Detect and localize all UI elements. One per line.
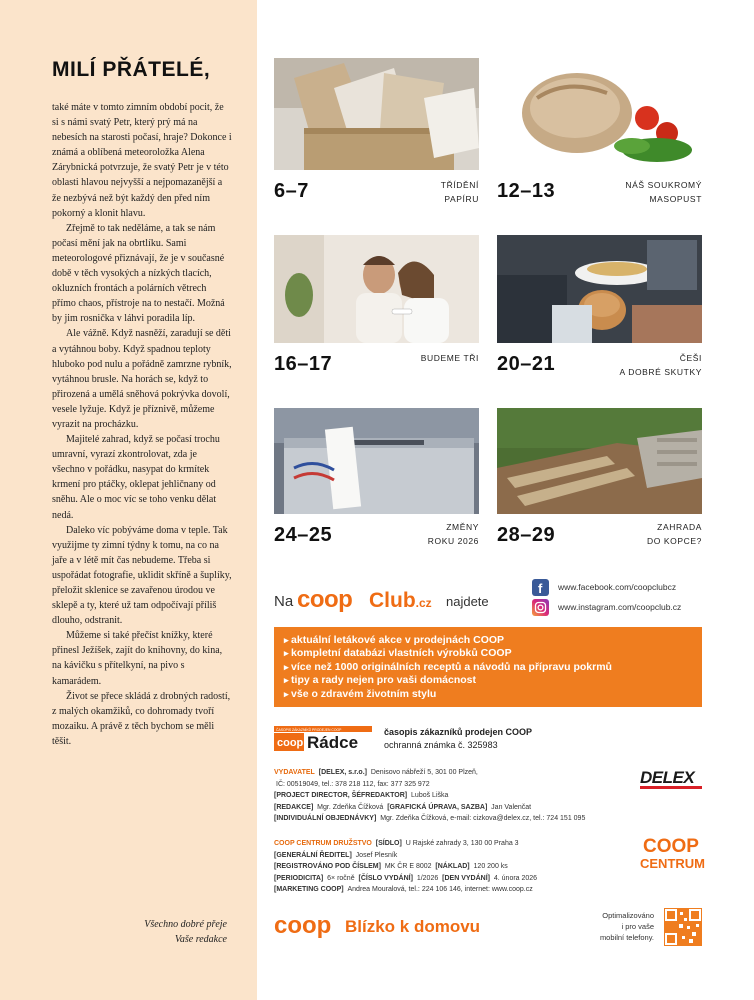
paper-recycling-photo [274, 58, 479, 170]
qr-code[interactable] [664, 908, 702, 946]
project-name: Luboš Liška [411, 792, 449, 800]
delex-logo [640, 768, 702, 789]
social-suffix: najdete [446, 594, 489, 609]
editorial-paragraph: Život se přece skládá z drobných radostí, z malých okamžiků, co dohromady tvoří mozaiku. A právě z těch bychom se měli těšit. [52, 690, 231, 747]
instagram-icon [532, 599, 549, 616]
sloped-garden-photo [497, 408, 702, 514]
delex-logo-text: DELEX [640, 768, 695, 787]
marketing-label: [MARKETING COOP] [274, 886, 344, 894]
graphic-name: Jan Valenčat [491, 803, 532, 811]
orders-label: [INDIVIDUÁLNÍ OBJEDNÁVKY] [274, 815, 377, 823]
feature-item: ▸ aktuální letákové akce v prodejnách COOP [284, 634, 702, 647]
radce-logo-coop: coop [277, 737, 304, 749]
club-logo [369, 589, 432, 613]
period-label: [PERIODICITA] [274, 874, 324, 882]
seat-label: [SÍDLO] [375, 840, 402, 847]
contents-pages: 6–7 [274, 180, 309, 202]
label-line: NÁŠ SOUKROMÝ [625, 180, 702, 190]
feature-item: ▸ více než 1000 originálních receptů a návodů na přípravu pokrmů [284, 661, 702, 674]
editorial-body [52, 100, 232, 749]
feature-item: ▸ kompletní databázi vlastních výrobků COOP [284, 647, 702, 660]
couple-pregnancy-test-photo [274, 235, 479, 343]
instagram-url[interactable]: www.instagram.com/coopclub.cz [558, 601, 682, 612]
food-charity-photo [497, 235, 702, 343]
contents-label [647, 520, 702, 548]
label-line: BUDEME TŘI [420, 353, 479, 363]
coop-centrum-line1: COOP [643, 836, 699, 857]
label-line: PAPÍRU [444, 194, 479, 204]
mobile-optimized-note [580, 910, 654, 943]
footer-coop-logo: coop [274, 912, 332, 939]
editorial-paragraph: Můžeme si také přečíst knížky, které přinesl Ježíšek, zajít do knihovny, do kina, na kávičku s přítelkyní, na pivo s kamarádem. [52, 630, 223, 687]
orders-text: Mgr. Zdeňka Čížková, e-mail: cizkova@delex.cz, tel.: 724 151 095 [380, 815, 586, 823]
contents-label [428, 520, 479, 548]
imprint-coop [274, 838, 537, 896]
circ-label: [NÁKLAD] [435, 863, 470, 871]
editorial-signature [144, 917, 227, 947]
editorial-paragraph: Majitelé zahrad, když se počasí trochu umravní, vyrazí zkontrolovat, zda je všechno v pořádku, nasypat do krmítek krmení pro ptáčky, oklepat jehličnany od sněhu. Ale o moc víc se toho venku dělat nedá. [52, 434, 220, 521]
meat-tomatoes-photo [497, 58, 702, 170]
feature-item: ▸ tipy a rady nejen pro vaši domácnost [284, 674, 702, 687]
contents-label [619, 351, 702, 379]
features-list [274, 627, 702, 701]
contents-pages: 20–21 [497, 353, 556, 375]
coop-centrum-logo [640, 836, 705, 872]
contents-pages: 24–25 [274, 524, 333, 546]
opt-line: i pro vaše [621, 922, 654, 931]
coop-logo: coop [297, 586, 353, 613]
radce-desc: časopis zákazníků prodejen COOP [384, 727, 533, 737]
label-line: ČEŠI [679, 353, 702, 363]
signature-line: Všechno dobré přeje [144, 919, 227, 930]
publisher-contact: IČ: 00519049, tel.: 378 218 112, fax: 377 325 972 [276, 780, 430, 788]
editor-name: Mgr. Zdeňka Čížková [317, 803, 384, 811]
publisher-label: VYDAVATEL [274, 769, 315, 776]
date: 4. února 2026 [493, 874, 538, 882]
publisher-address: Denisovo nábřeží 5, 301 00 Plzeň, [370, 769, 478, 776]
coop-label: COOP CENTRUM DRUŽSTVO [274, 840, 372, 847]
director-label: [GENERÁLNÍ ŘEDITEL] [274, 851, 352, 859]
radce-logo-name: Rádce [307, 733, 359, 752]
editorial-paragraph: Ale vážně. Když nasněží, zaradují se děti a vytáhnou boby. Když spadnou teploty hluboko pod nulu a pořádně zamrzne rybník, vytáhnou brusle. Na horách se, když to přirozená a umělá sněhová pokrývka dovolí, vesele lyžuje. Když je příznivě, můžeme vyrazit na procházku. [52, 328, 232, 430]
issue-label: [ČÍSLO VYDÁNÍ] [358, 874, 413, 882]
feature-item: ▸ vše o zdravém životním stylu [284, 688, 702, 701]
club-logo-text: Club [369, 589, 416, 612]
label-line: MASOPUST [649, 194, 702, 204]
period: 6× ročně [327, 874, 355, 882]
signature-line: Vaše redakce [174, 934, 227, 945]
label-line: A DOBRÉ SKUTKY [619, 367, 702, 377]
editorial-paragraph: také máte v tomto zimním období pocit, že si s námi svatý Petr, který prý má na nebesích na starosti počasí, hraje? Dokonce i známá a oblíbená meteoroložka Alena Zárybnická potvrzuje, že svatý Petr je v této oblasti hlavou nejvyšší a nejpomazanější a že nezbývá než být každý den před ním pokorný a klonit hlavu. [52, 102, 232, 219]
editorial-paragraph: Daleko víc pobýváme doma v teple. Tak využijme ty zimní týdny k tomu, na co na jaře a v létě mít čas nebudeme. Třeba si uspořádat fotografie, uklidit skříně a šuplíky, přeložit sklenice se zavařenou úrodou ve sklepě a ty, které už tam odpočívají příliš dlouho, odstranit. [52, 524, 232, 627]
contents-pages: 16–17 [274, 353, 333, 375]
ballot-box-photo [274, 408, 479, 514]
graphic-label: [GRAFICKÁ ÚPRAVA, SAZBA] [387, 803, 488, 811]
radce-description [384, 726, 532, 752]
opt-line: Optimalizováno [602, 911, 654, 920]
editorial-column [0, 0, 257, 1000]
contents-pages: 28–29 [497, 524, 556, 546]
reg-label: [REGISTROVÁNO POD ČÍSLEM] [274, 863, 381, 871]
reg: MK ČR E 8002 [384, 863, 432, 871]
editorial-paragraph: Zřejmě to tak neděláme, a tak se nám počasí mění jak na obrtlíku. Sami meteorologové přiznávají, že je v současné době v těch vysokých a nízkých tlacích, okluzních frontách a polárních větrech přímo chaos, přístroje na to nestačí. Možná by jim rosnička v láhvi poradila líp. [52, 222, 225, 325]
coop-centrum-line2: CENTRUM [640, 856, 705, 871]
label-line: DO KOPCE? [647, 536, 702, 546]
radce-logo [274, 726, 372, 752]
social-prefix: Na [274, 593, 294, 610]
features-box [274, 627, 702, 707]
opt-line: mobilní telefony. [599, 933, 654, 942]
contents-label [421, 351, 479, 365]
contents-label [441, 178, 479, 206]
director: Josef Plesník [355, 851, 398, 859]
radce-logo-small: ČASOPIS ZÁKAZNÍKŮ PRODEJEN COOP [276, 728, 342, 732]
svg-text:f: f [538, 581, 543, 596]
editor-label: [REDAKCE] [274, 803, 314, 811]
label-line: TŘÍDĚNÍ [440, 180, 479, 190]
imprint-publisher [274, 767, 585, 825]
date-label: [DEN VYDÁNÍ] [442, 874, 490, 882]
label-line: ZAHRADA [657, 522, 702, 532]
project-label: [PROJECT DIRECTOR, ŠÉFREDAKTOR] [274, 792, 408, 800]
marketing: Andrea Mouralová, tel.: 224 106 146, internet: www.coop.cz [347, 886, 533, 894]
contents-pages: 12–13 [497, 180, 556, 202]
label-line: ROKU 2026 [427, 536, 479, 546]
radce-trademark: ochranná známka č. 325983 [384, 740, 498, 750]
circ: 120 200 ks [473, 863, 508, 871]
contents-label [625, 178, 702, 206]
facebook-link[interactable] [532, 579, 676, 596]
coop-club-banner [274, 575, 704, 620]
facebook-icon [532, 579, 549, 596]
instagram-link[interactable] [532, 599, 681, 616]
club-logo-tld: .cz [415, 596, 432, 610]
footer-tagline: Blízko k domovu [345, 917, 481, 936]
seat: U Rajské zahrady 3, 130 00 Praha 3 [405, 840, 519, 847]
issue: 1/2026 [416, 874, 439, 882]
label-line: ZMĚNY [446, 522, 479, 532]
editorial-title: MILÍ PŘÁTELÉ, [52, 58, 211, 81]
facebook-url[interactable]: www.facebook.com/coopclubcz [558, 581, 677, 592]
publisher-name: [DELEX, s.r.o.] [318, 769, 367, 776]
